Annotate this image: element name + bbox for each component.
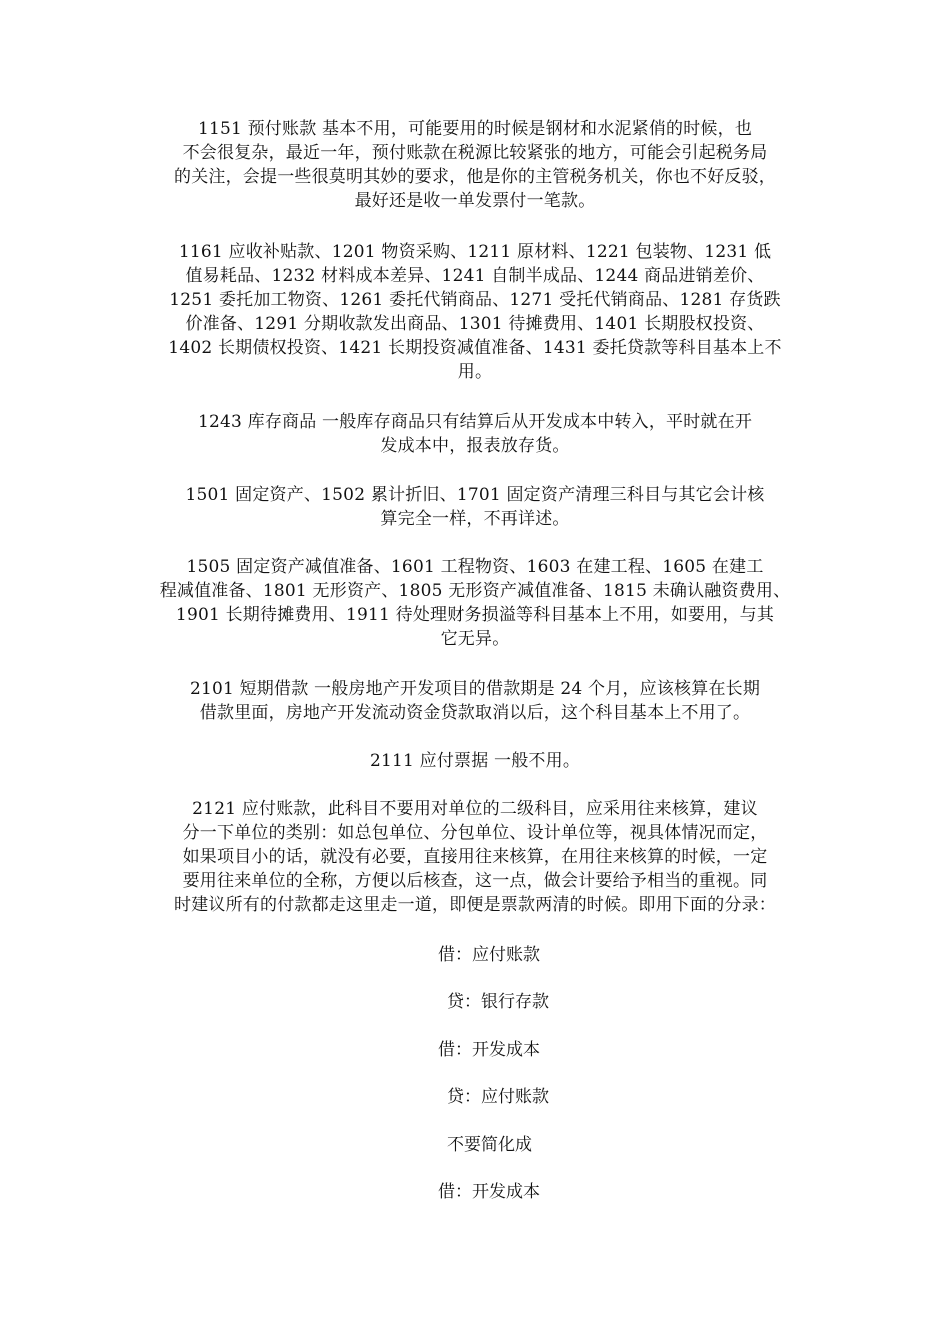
text-line: 发成本中，报表放存货。 bbox=[380, 436, 570, 456]
text-line: 最好还是收一单发票付一笔款。 bbox=[354, 191, 596, 211]
text-line: 要用往来单位的全称，方便以后核查，这一点，做会计要给予相当的重视。同 bbox=[182, 871, 768, 891]
paragraph-1151 bbox=[140, 117, 810, 213]
text-line: 1161 应收补贴款、1201 物资采购、1211 原材料、1221 包装物、1231 低 bbox=[178, 242, 772, 262]
text-line: 不会很复杂，最近一年，预付账款在税源比较紧张的地方，可能会引起税务局 bbox=[182, 143, 768, 163]
text-line: 的关注，会提一些很莫明其妙的要求，他是你的主管税务机关，你也不好反驳， bbox=[174, 167, 776, 187]
text-line: 1402 长期债权投资、1421 长期投资减值准备、1431 委托贷款等科目基本上不 bbox=[168, 338, 782, 358]
text-line: 借款里面，房地产开发流动资金贷款取消以后，这个科目基本上不用了。 bbox=[199, 703, 751, 723]
text-line: 它无异。 bbox=[440, 629, 510, 649]
journal-entry-debit: 借：开发成本 bbox=[438, 1182, 540, 1202]
text-line: 2111 应付票据 一般不用。 bbox=[369, 751, 581, 771]
text-line: 1501 固定资产、1502 累计折旧、1701 固定资产清理三科目与其它会计核 bbox=[185, 485, 765, 505]
text-line: 1505 固定资产减值准备、1601 工程物资、1603 在建工程、1605 在建工 bbox=[186, 557, 764, 577]
text-line: 1151 预付账款 基本不用，可能要用的时候是钢材和水泥紧俏的时候，也 bbox=[197, 119, 753, 139]
text-line: 如果项目小的话，就没有必要，直接用往来核算，在用往来核算的时候，一定 bbox=[182, 847, 768, 867]
text-line: 1251 委托加工物资、1261 委托代销商品、1271 受托代销商品、1281 存货跌 bbox=[169, 290, 781, 310]
text-line: 1901 长期待摊费用、1911 待处理财务损溢等科目基本上不用，如要用，与其 bbox=[175, 605, 775, 625]
text-line: 算完全一样，不再详述。 bbox=[380, 509, 570, 529]
paragraph-1243 bbox=[140, 410, 810, 458]
paragraph-2111 bbox=[140, 749, 810, 773]
text-line: 价准备、1291 分期收款发出商品、1301 待摊费用、1401 长期股权投资、 bbox=[185, 314, 765, 334]
paragraph-1161 bbox=[140, 240, 810, 384]
journal-entry-credit: 贷：银行存款 bbox=[447, 992, 549, 1012]
journal-note: 不要简化成 bbox=[447, 1135, 532, 1155]
text-line: 值易耗品、1232 材料成本差异、1241 自制半成品、1244 商品进销差价、 bbox=[185, 266, 765, 286]
journal-entry-debit: 借：应付账款 bbox=[438, 945, 540, 965]
journal-entry-debit: 借：开发成本 bbox=[438, 1040, 540, 1060]
text-line: 2101 短期借款 一般房地产开发项目的借款期是 24 个月，应该核算在长期 bbox=[189, 679, 761, 699]
text-line: 分一下单位的类别：如总包单位、分包单位、设计单位等，视具体情况而定， bbox=[182, 823, 768, 843]
paragraph-1501 bbox=[140, 483, 810, 531]
text-line: 用。 bbox=[457, 362, 493, 382]
paragraph-1505 bbox=[140, 555, 810, 651]
text-line: 时建议所有的付款都走这里走一道，即便是票款两清的时候。即用下面的分录： bbox=[174, 895, 776, 915]
paragraph-2101 bbox=[140, 677, 810, 725]
text-line: 2121 应付账款，此科目不要用对单位的二级科目，应采用往来核算，建议 bbox=[192, 799, 758, 819]
text-line: 1243 库存商品 一般库存商品只有结算后从开发成本中转入，平时就在开 bbox=[197, 412, 753, 432]
journal-entry-credit: 贷：应付账款 bbox=[447, 1087, 549, 1107]
text-line: 程减值准备、1801 无形资产、1805 无形资产减值准备、1815 未确认融资费用、 bbox=[159, 581, 791, 601]
paragraph-2121 bbox=[140, 797, 810, 917]
